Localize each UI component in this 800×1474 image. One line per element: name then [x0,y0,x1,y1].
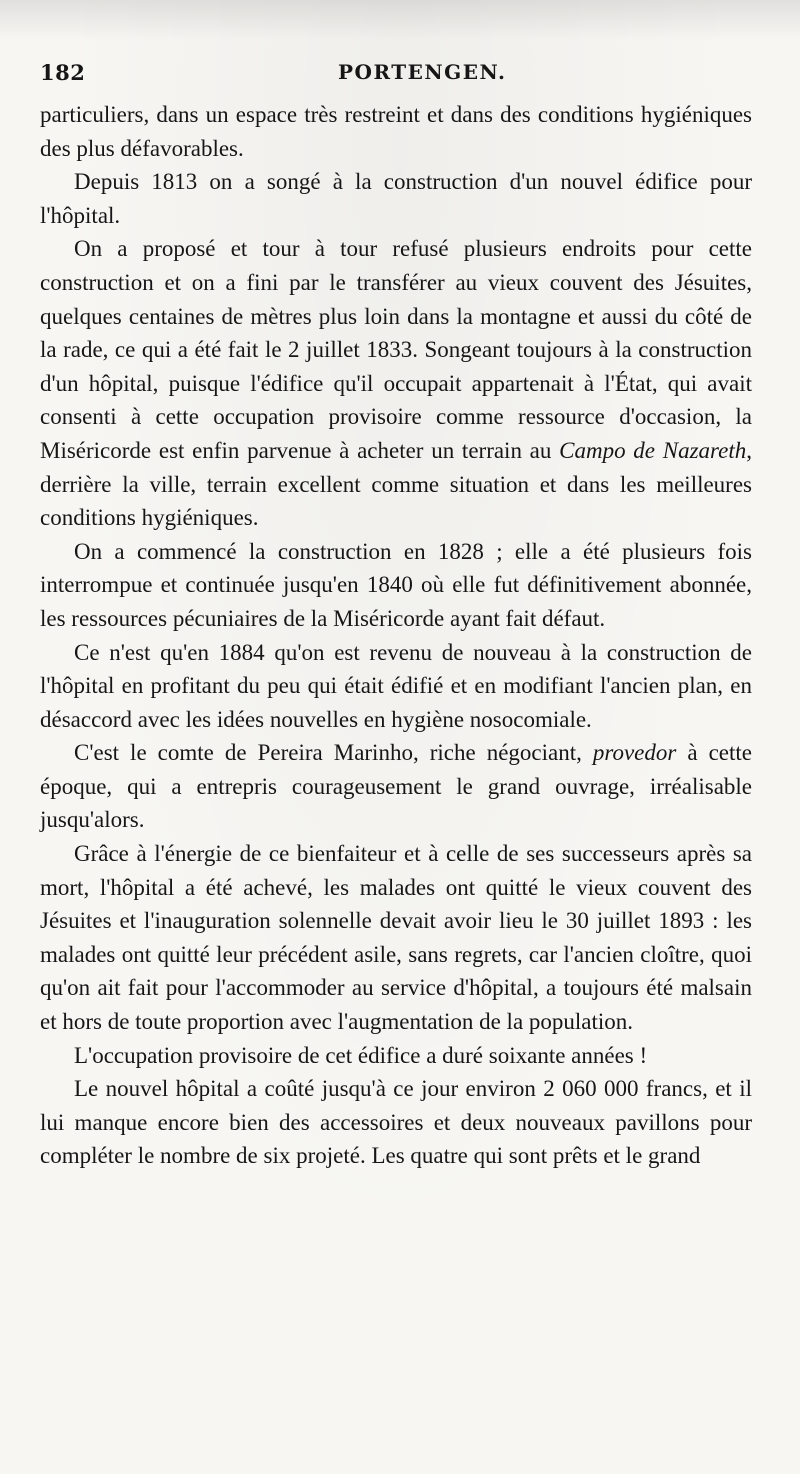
paragraph-2-text: Depuis 1813 on a songé à la construction d'un nouvel édifice pour l'hôpital. [40,169,752,228]
paragraph-6-text-after: à cette époque, qui a entrepris courageusement le grand ouvrage, irréalisable jusqu'alors. [40,740,752,833]
body-text [40,98,752,1173]
paragraph-3-italic: Campo de Nazareth [559,437,747,463]
paragraph-1 [40,98,752,165]
paragraph-4-text: On a commencé la construction en 1828 ; elle a été plusieurs fois interrompue et continuée jusqu'en 1840 où elle fut définitivement abonnée, les ressources pécuniaires de la Miséricorde ayant fait défaut. [40,538,752,631]
paragraph-6 [40,736,752,837]
paragraph-8-text: L'occupation provisoire de cet édifice a duré soixante années ! [74,1042,648,1068]
paragraph-9 [40,1072,752,1173]
page-header [40,58,752,92]
page-top-shadow [0,0,800,40]
paragraph-6-italic: provedor [592,740,677,766]
paragraph-8 [40,1039,752,1073]
paragraph-3 [40,232,752,534]
paragraph-5-text: Ce n'est qu'en 1884 qu'on est revenu de nouveau à la construction de l'hôpital en profitant du peu qui était édifié et en modifiant l'ancien plan, en désaccord avec les idées nouvelles en hygiène nosocomiale. [40,639,752,732]
paragraph-2 [40,165,752,232]
paragraph-1-text: particuliers, dans un espace très restreint et dans des conditions hygiéniques des plus défavorables. [40,102,752,161]
paragraph-3-text-after: , derrière la ville, terrain excellent comme situation et dans les meilleures conditions hygiéniques. [40,437,752,531]
paragraph-9-text: Le nouvel hôpital a coûté jusqu'à ce jour environ 2 060 000 francs, et il lui manque encore bien des accessoires et deux nouveaux pavillons pour compléter le nombre de six projeté. Les quatre qui sont prêts et le grand [40,1076,752,1169]
paragraph-3-text: On a proposé et tour à tour refusé plusieurs endroits pour cette construction et on a fini par le transférer au vieux couvent des Jésuites, quelques centaines de mètres plus loin dans la montagne et aussi du côté de la rade, ce qui a été fait le 2 juillet 1833. Songeant toujours à la construction d'un hôpital, puisque l'édifice qu'il occupait appartenait à l'État, qui avait consenti à cette occupation provisoire comme ressource d'occasion, la Miséricorde est enfin parvenue à acheter un terrain au [40,236,752,463]
paragraph-5 [40,636,752,737]
page-number: 182 [40,60,86,85]
paragraph-4 [40,535,752,636]
paragraph-7 [40,837,752,1039]
paragraph-7-text: Grâce à l'énergie de ce bienfaiteur et à celle de ses successeurs après sa mort, l'hôpital a été achevé, les malades ont quitté le vieux couvent des Jésuites et l'inauguration solennelle devait avoir lieu le 30 juillet 1893 : les malades ont quitté leur précédent asile, sans regrets, car l'ancien cloître, quoi qu'on ait fait pour l'accommoder au service d'hôpital, a toujours été malsain et hors de toute proportion avec l'augmentation de la population. [40,841,752,1035]
paragraph-6-text: C'est le comte de Pereira Marinho, riche négociant, [74,740,582,766]
running-head: PORTENGEN. [338,60,507,84]
